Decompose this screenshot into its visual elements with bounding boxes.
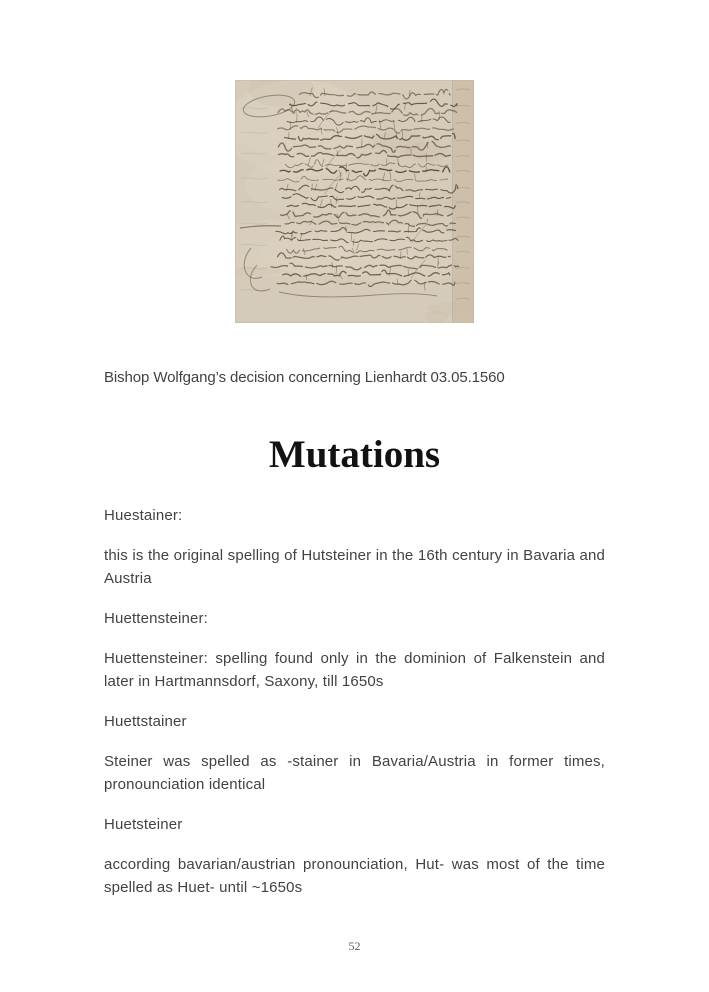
body-content	[104, 504, 605, 899]
variant-label-huettstainer: Huettstainer	[104, 713, 187, 730]
page-title: Mutations	[268, 433, 441, 476]
variant-desc-huettstainer: Steiner was spelled as -stainer in Bavaria/Austria in former times, pronounciation identical	[104, 753, 605, 793]
variant-label-huettensteiner: Huettensteiner:	[104, 610, 208, 627]
manuscript-illustration	[235, 80, 474, 323]
variant-label-huestainer: Huestainer:	[104, 507, 183, 524]
variant-desc-huettensteiner: Huettensteiner: spelling found only in the dominion of Falkenstein and later in Hartmannsdorf, Saxony, till 1650s	[104, 650, 605, 690]
manuscript-image	[235, 80, 474, 323]
figure-caption: Bishop Wolfgang’s decision concerning Lienhardt 03.05.1560	[104, 369, 505, 386]
variant-desc-huetsteiner: according bavarian/austrian pronounciation, Hut- was most of the time spelled as Huet- until ~1650s	[104, 856, 605, 896]
page-number: 52	[348, 939, 361, 953]
variant-desc-huestainer: this is the original spelling of Hutsteiner in the 16th century in Bavaria and Austria	[104, 547, 605, 587]
variant-label-huetsteiner: Huetsteiner	[104, 816, 183, 833]
